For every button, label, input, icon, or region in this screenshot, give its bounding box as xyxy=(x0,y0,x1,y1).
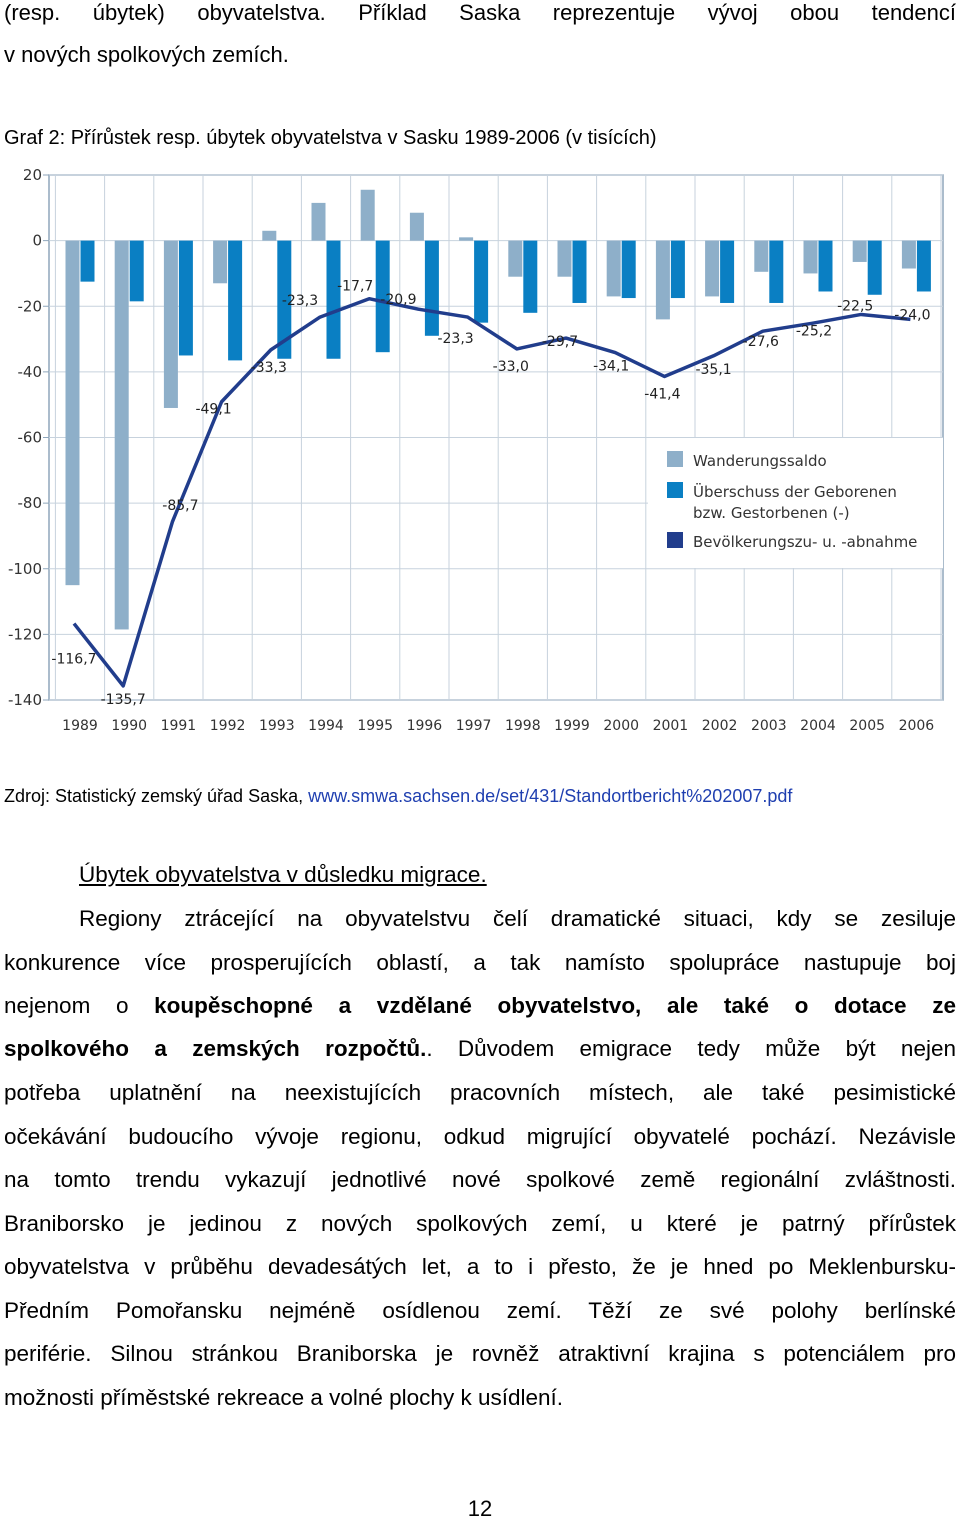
y-tick-label: 20 xyxy=(22,166,42,184)
bar-migration xyxy=(66,241,80,586)
bar-migration xyxy=(508,241,522,277)
bar-natural-change xyxy=(474,241,488,323)
x-tick-label: 2000 xyxy=(603,718,640,734)
bar-migration xyxy=(361,190,375,241)
chart-legend xyxy=(648,438,943,568)
paragraph-line-8: Braniborsko je jedinou z nových spolkových zemí, u které je patrný přírůstek xyxy=(4,1211,956,1236)
bar-natural-change xyxy=(228,241,242,361)
population-chart xyxy=(0,160,960,740)
data-label: -35,1 xyxy=(695,361,732,378)
legend-swatch xyxy=(667,482,683,498)
data-label: -33,0 xyxy=(492,358,529,375)
x-tick-label: 1989 xyxy=(62,718,98,734)
p3b: koupěschopné a vzdělané obyvatelstvo, ale také o dotace ze xyxy=(154,993,957,1018)
bar-migration xyxy=(705,241,719,297)
x-tick-label: 1990 xyxy=(111,718,148,734)
paragraph-line-7: na tomto trendu vykazují jednotlivé nové spolkové země regionální zvláštnosti. xyxy=(4,1167,956,1192)
bar-natural-change xyxy=(622,241,636,298)
data-label: -22,5 xyxy=(837,298,874,315)
x-tick-label: 1996 xyxy=(406,718,443,734)
bar-migration xyxy=(804,241,818,274)
paragraph-line-10: Předním Pomořansku nejméně osídlenou zemí. Těží ze své polohy berlínské xyxy=(4,1298,956,1323)
y-tick-label: -120 xyxy=(7,625,42,644)
intro-line-1: (resp. úbytek) obyvatelstva. Příklad Saska reprezentuje vývoj obou tendencí xyxy=(4,0,956,25)
data-label: -29,7 xyxy=(541,334,579,351)
x-tick-label: 1993 xyxy=(258,718,295,734)
data-label: -20,9 xyxy=(380,292,417,309)
legend-swatch xyxy=(667,451,683,467)
x-tick-label: 2001 xyxy=(652,718,689,734)
figure-caption: Graf 2: Přírůstek resp. úbytek obyvatelstva v Sasku 1989-2006 (v tisících) xyxy=(4,127,657,149)
legend-label: Überschuss der Geborenen xyxy=(693,483,897,501)
bar-migration xyxy=(558,241,572,277)
intro-line-2: v nových spolkových zemích. xyxy=(4,42,289,67)
y-tick-label: 0 xyxy=(32,231,42,250)
data-label: -34,1 xyxy=(593,358,630,375)
bar-migration xyxy=(902,241,916,269)
x-tick-label: 1992 xyxy=(209,718,246,734)
p4b: . Důvodem emigrace tedy může být nejen xyxy=(426,1036,956,1061)
source-prefix: Zdroj: Statistický zemský úřad Saska, xyxy=(4,786,309,806)
bar-natural-change xyxy=(819,241,833,292)
x-tick-label: 1991 xyxy=(160,718,197,734)
bar-migration xyxy=(459,237,473,240)
legend-swatch xyxy=(667,532,683,548)
x-tick-label: 2004 xyxy=(800,718,836,734)
bar-migration xyxy=(853,241,867,262)
paragraph-line-4 xyxy=(4,1036,956,1062)
source-link[interactable]: www.smwa.sachsen.de/set/431/Standortbericht%202007.pdf xyxy=(308,786,793,806)
y-tick-label: -60 xyxy=(17,428,42,447)
bar-migration xyxy=(754,241,768,272)
data-label: -27,6 xyxy=(742,334,779,351)
y-tick-label: -20 xyxy=(17,297,42,316)
data-label: -25,2 xyxy=(795,323,833,340)
data-label: -41,4 xyxy=(644,386,681,403)
bar-migration xyxy=(607,241,621,297)
x-tick-label: 1998 xyxy=(504,718,541,734)
data-label: -49,1 xyxy=(195,401,232,418)
bar-natural-change xyxy=(179,241,193,356)
x-tick-label: 2005 xyxy=(849,718,886,734)
paragraph-line-3 xyxy=(4,993,956,1019)
bar-natural-change xyxy=(81,241,95,282)
bar-natural-change xyxy=(868,241,882,295)
legend-label: Wanderungssaldo xyxy=(693,452,827,470)
data-label: -135,7 xyxy=(100,691,146,708)
y-tick-label: -80 xyxy=(17,494,42,513)
bar-natural-change xyxy=(917,241,931,292)
bar-natural-change xyxy=(769,241,783,303)
legend-label: Bevölkerungszu- u. -abnahme xyxy=(693,533,918,551)
x-tick-label: 2002 xyxy=(701,718,738,734)
paragraph-line-2: konkurence více prosperujících oblastí, a tak namísto spolupráce nastupuje boj xyxy=(4,950,956,975)
x-tick-label: 1994 xyxy=(308,718,344,734)
y-tick-label: -100 xyxy=(7,559,42,578)
bar-natural-change xyxy=(425,241,439,336)
x-tick-label: 2003 xyxy=(750,718,787,734)
p3a: nejenom o xyxy=(4,993,155,1018)
paragraph-line-5: potřeba uplatnění na neexistujících pracovních místech, ale také pesimistické xyxy=(4,1080,956,1105)
x-tick-label: 1995 xyxy=(357,718,394,734)
legend-label: bzw. Gestorbenen (-) xyxy=(693,504,850,522)
x-tick-label: 2006 xyxy=(898,718,935,734)
data-label: -17,7 xyxy=(337,278,374,295)
paragraph-line-6: očekávání budoucího vývoje regionu, odkud migrující obyvatelé pochází. Nezávisle xyxy=(4,1124,956,1149)
bar-natural-change xyxy=(130,241,144,302)
data-label: -23,3 xyxy=(281,293,319,310)
page-number: 12 xyxy=(467,1496,493,1521)
bar-natural-change xyxy=(327,241,341,359)
data-label: -33,3 xyxy=(250,359,287,376)
bar-natural-change xyxy=(573,241,587,303)
paragraph-line-1: Regiony ztrácející na obyvatelstvu čelí dramatické situaci, kdy se zesiluje xyxy=(79,906,956,931)
paragraph-line-9: obyvatelstva v průběhu devadesátých let, a to i přesto, že je hned po Meklenbursku- xyxy=(4,1254,956,1279)
bar-migration xyxy=(262,231,276,241)
data-label: -24,0 xyxy=(894,307,931,324)
x-tick-label: 1997 xyxy=(455,718,492,734)
bar-migration xyxy=(312,203,326,241)
bar-migration xyxy=(115,241,129,630)
paragraph-line-12: možnosti příměstské rekreace a volné plochy k usídlení. xyxy=(4,1385,564,1410)
bar-migration xyxy=(656,241,670,320)
paragraph-line-11: periférie. Silnou stránkou Braniborska je rovněž atraktivní krajina s potenciálem pro xyxy=(4,1341,956,1366)
p4a: spolkového a zemských rozpočtů. xyxy=(4,1036,427,1061)
section-heading: Úbytek obyvatelstva v důsledku migrace. xyxy=(79,862,487,887)
data-label: -85,7 xyxy=(162,497,199,514)
source-line xyxy=(4,786,792,807)
data-label: -23,3 xyxy=(437,331,474,348)
bar-natural-change xyxy=(720,241,734,303)
x-tick-label: 1999 xyxy=(554,718,590,734)
bar-natural-change xyxy=(671,241,685,298)
bar-migration xyxy=(164,241,178,408)
data-label: -116,7 xyxy=(51,651,97,668)
bar-natural-change xyxy=(523,241,537,313)
bar-migration xyxy=(410,213,424,241)
y-tick-label: -40 xyxy=(17,362,42,381)
bar-migration xyxy=(213,241,227,284)
y-tick-label: -140 xyxy=(7,691,42,709)
